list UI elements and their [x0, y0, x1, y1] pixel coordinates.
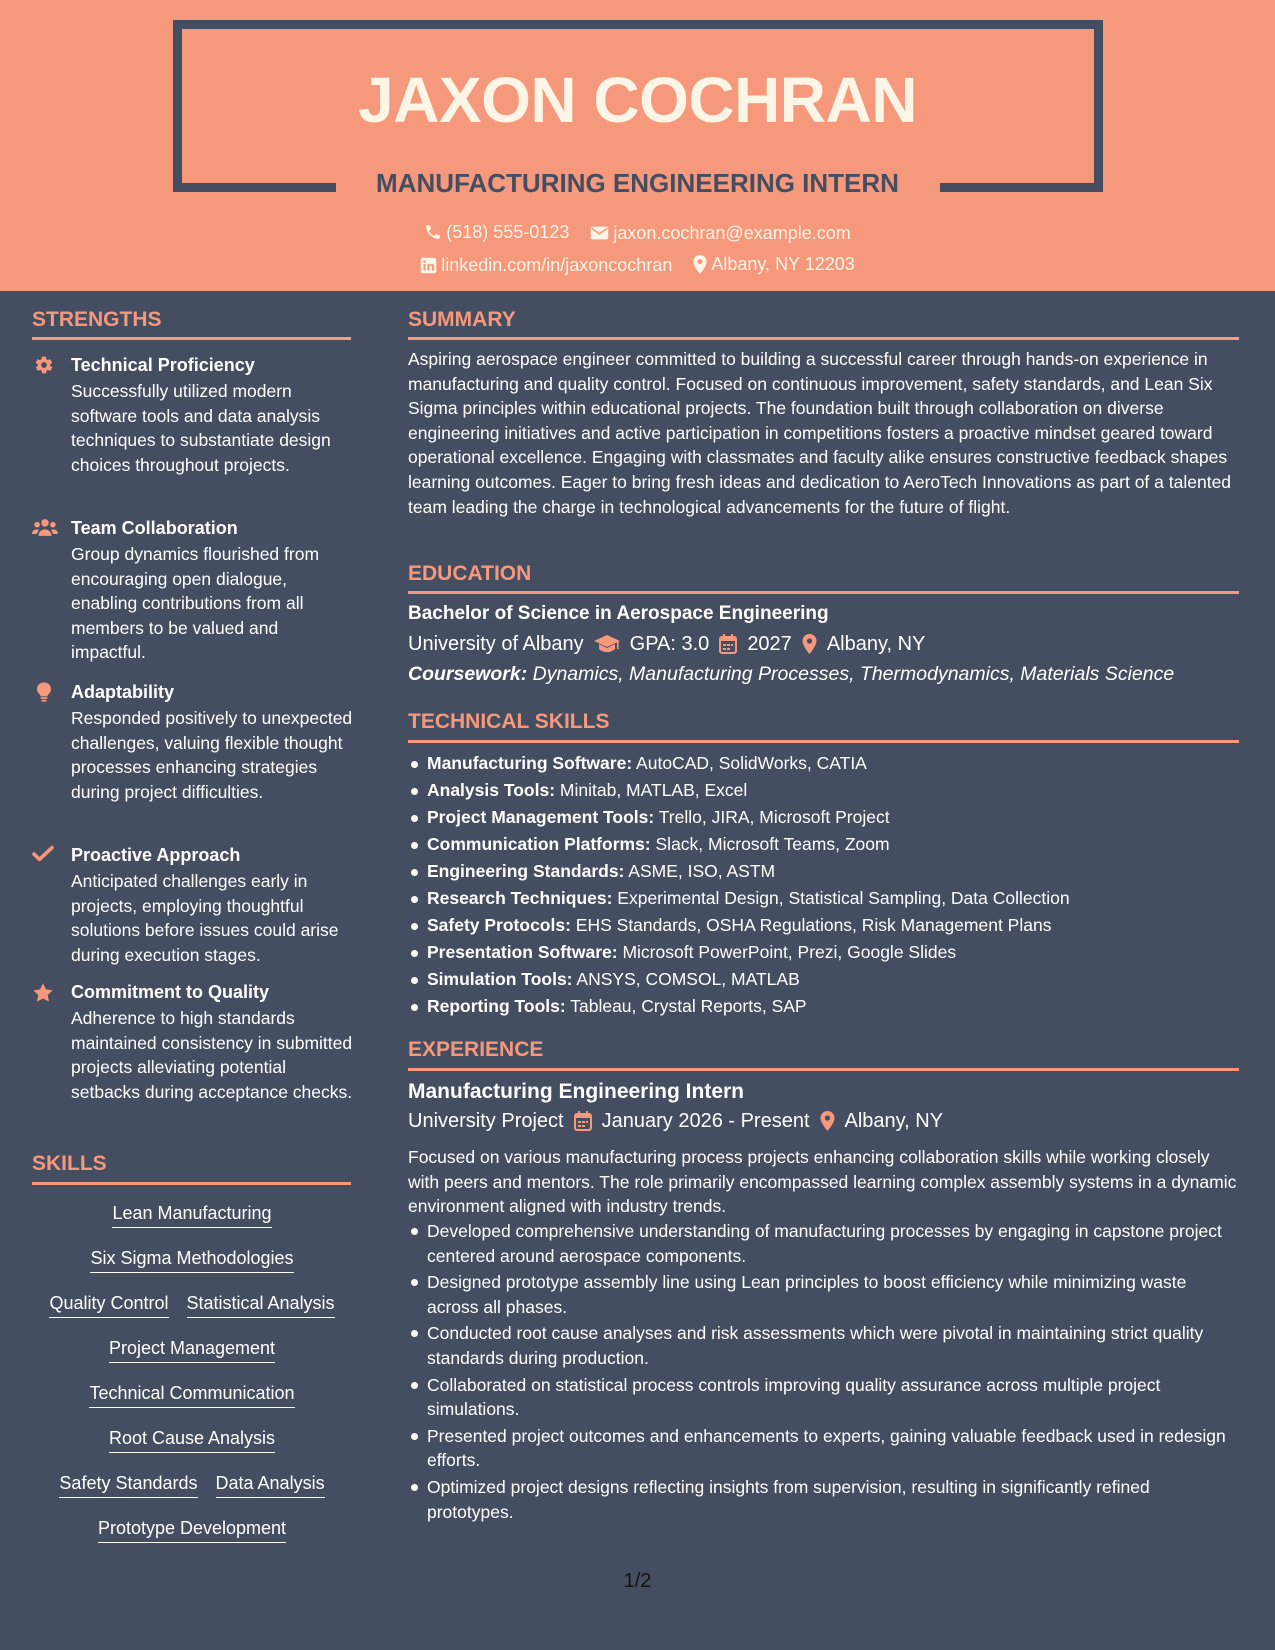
- contact-phone[interactable]: [424, 220, 569, 244]
- skill-category: Safety Protocols:: [427, 915, 571, 935]
- list-item: Presented project outcomes and enhancements to experts, gaining valuable feedback used in redesign efforts.: [408, 1424, 1240, 1473]
- list-item: [408, 777, 1240, 804]
- contact-row-2: [0, 252, 1275, 280]
- map-pin-icon: [802, 634, 817, 654]
- education-rule: [408, 591, 1239, 594]
- skill-tag: Prototype Development: [98, 1515, 286, 1543]
- strengths-heading: STRENGTHS: [32, 308, 162, 331]
- skill-row: [32, 1245, 352, 1290]
- skill-values: Slack, Microsoft Teams, Zoom: [650, 834, 890, 854]
- education-year: 2027: [747, 633, 792, 655]
- skill-values: AutoCAD, SolidWorks, CATIA: [632, 753, 867, 773]
- experience-heading: EXPERIENCE: [408, 1038, 544, 1061]
- education-heading: EDUCATION: [408, 562, 532, 585]
- strengths-rule: [32, 337, 351, 340]
- skill-tag: Six Sigma Methodologies: [90, 1245, 293, 1273]
- strength-desc: Adherence to high standards maintained consistency in submitted projects alleviating potential setbacks during acceptance checks.: [71, 1008, 353, 1102]
- list-item: Collaborated on statistical process controls improving quality assurance across multiple project simulations.: [408, 1373, 1240, 1422]
- technical-skills-rule: [408, 740, 1239, 743]
- list-item: [408, 912, 1240, 939]
- skill-tag: Lean Manufacturing: [112, 1200, 271, 1228]
- skill-tag: Data Analysis: [216, 1470, 325, 1498]
- check-icon: [32, 845, 54, 863]
- contact-linkedin[interactable]: [420, 253, 672, 277]
- list-item: [408, 858, 1240, 885]
- skill-values: Microsoft PowerPoint, Prezi, Google Slides: [617, 942, 957, 962]
- strength-desc: Anticipated challenges early in projects, employing thoughtful solutions before issues could arise during execution stages.: [71, 871, 339, 965]
- list-item: [408, 750, 1240, 777]
- experience-meta: [408, 1107, 943, 1135]
- education-degree: Bachelor of Science in Aerospace Engineering: [408, 603, 829, 624]
- experience-description: Focused on various manufacturing process projects enhancing collaboration skills while working closely with peers and mentors. The role primarily encompassed learning complex assembly systems in a dynamic environment aligned with industry trends.: [408, 1147, 1237, 1217]
- page-number: 1/2: [623, 1570, 652, 1592]
- summary-text: Aspiring aerospace engineer committed to building a successful career through hands-on experience in manufacturing and quality control. Focused on continuous improvement, safety standards, and Lean Six Sigma principles within educational projects. The foundation built through collaboration on diverse engineering initiatives and active participation in competitions fosters a proactive mindset geared toward operational excellence. Engaging with classmates and faculty alike ensures constructive feedback shapes learning outcomes. Eager to bring fresh ideas and dedication to AeroTech Innovations as part of a talented team leading the charge in technological advancements for the future of flight.: [408, 349, 1232, 517]
- phone-text: (518) 555-0123: [446, 222, 570, 242]
- list-item: [408, 804, 1240, 831]
- list-item: Conducted root cause analyses and risk assessments which were pivotal in maintaining strict quality standards during production.: [408, 1321, 1240, 1370]
- strength-desc: Responded positively to unexpected challenges, valuing flexible thought processes enhancing strategies during project difficulties.: [71, 708, 353, 802]
- strength-title: Adaptability: [71, 682, 175, 702]
- education-meta: [408, 630, 925, 658]
- lightbulb-icon: [37, 682, 51, 702]
- strength-desc: Group dynamics flourished from encouraging open dialogue, enabling contributions from all members to be valued and impactful.: [71, 544, 320, 663]
- skills-list: [32, 1200, 352, 1560]
- experience-bullets: [408, 1219, 1240, 1526]
- calendar-icon: [719, 634, 737, 654]
- list-item: Designed prototype assembly line using Lean principles to boost efficiency while minimizing waste across all phases.: [408, 1270, 1240, 1319]
- strength-title: Technical Proficiency: [71, 355, 255, 375]
- email-text: jaxon.cochran@example.com: [613, 223, 851, 243]
- skills-rule: [32, 1182, 351, 1185]
- skill-row: [32, 1515, 352, 1560]
- skill-category: Presentation Software:: [427, 942, 618, 962]
- skill-row: [32, 1290, 352, 1335]
- skill-category: Communication Platforms:: [427, 834, 651, 854]
- list-item: [408, 885, 1240, 912]
- strength-desc: Successfully utilized modern software tools and data analysis techniques to substantiate design choices throughout projects.: [71, 381, 331, 475]
- calendar-icon: [574, 1111, 592, 1131]
- skill-values: ASME, ISO, ASTM: [624, 861, 776, 881]
- map-pin-icon: [820, 1111, 835, 1131]
- list-item: [408, 831, 1240, 858]
- graduation-cap-icon: [594, 635, 620, 653]
- linkedin-text: linkedin.com/in/jaxoncochran: [441, 255, 673, 275]
- education-gpa: GPA: 3.0: [629, 633, 710, 655]
- skill-row: [32, 1335, 352, 1380]
- linkedin-icon: [420, 257, 437, 274]
- technical-skills-heading: TECHNICAL SKILLS: [408, 710, 610, 733]
- star-icon: [32, 982, 54, 1004]
- contact-location: [693, 252, 854, 276]
- experience-rule: [408, 1068, 1239, 1071]
- skill-values: Tableau, Crystal Reports, SAP: [565, 996, 807, 1016]
- strength-title: Proactive Approach: [71, 845, 241, 865]
- list-item: Developed comprehensive understanding of manufacturing processes by engaging in capstone project centered around aerospace components.: [408, 1219, 1240, 1268]
- technical-skills-list: [408, 750, 1240, 1020]
- skill-category: Project Management Tools:: [427, 807, 655, 827]
- skill-row: [32, 1470, 352, 1515]
- experience-location: Albany, NY: [844, 1110, 944, 1132]
- users-icon: [32, 518, 58, 537]
- skill-tag: Safety Standards: [59, 1470, 197, 1498]
- resume-header: [0, 0, 1275, 291]
- skill-values: EHS Standards, OSHA Regulations, Risk Management Plans: [570, 915, 1052, 935]
- skill-tag: Project Management: [109, 1335, 275, 1363]
- gear-icon: [34, 355, 54, 375]
- skill-values: Experimental Design, Statistical Sampling, Data Collection: [612, 888, 1070, 908]
- location-text: Albany, NY 12203: [711, 254, 855, 274]
- list-item: [408, 966, 1240, 993]
- phone-icon: [424, 223, 442, 241]
- skill-category: Reporting Tools:: [427, 996, 566, 1016]
- skills-heading: SKILLS: [32, 1152, 107, 1175]
- skill-category: Research Techniques:: [427, 888, 613, 908]
- experience-dates: January 2026 - Present: [601, 1110, 810, 1132]
- coursework-list: Dynamics, Manufacturing Processes, Thermodynamics, Materials Science: [527, 663, 1175, 685]
- skill-tag: Statistical Analysis: [187, 1290, 335, 1318]
- candidate-role: MANUFACTURING ENGINEERING INTERN: [376, 168, 899, 198]
- header-frame-top: [173, 20, 1103, 29]
- experience-org: University Project: [408, 1110, 564, 1132]
- candidate-name: JAXON COCHRAN: [358, 64, 917, 136]
- skill-row: [32, 1380, 352, 1425]
- strength-title: Team Collaboration: [71, 518, 238, 538]
- skill-row: [32, 1425, 352, 1470]
- list-item: [408, 939, 1240, 966]
- summary-heading: SUMMARY: [408, 308, 516, 331]
- strength-title: Commitment to Quality: [71, 982, 270, 1002]
- summary-rule: [408, 337, 1239, 340]
- map-pin-icon: [693, 255, 707, 274]
- skill-category: Manufacturing Software:: [427, 753, 633, 773]
- coursework-label: Coursework:: [408, 663, 528, 685]
- contact-email[interactable]: [590, 221, 850, 245]
- skill-row: [32, 1200, 352, 1245]
- skill-tag: Quality Control: [49, 1290, 168, 1318]
- education-location: Albany, NY: [826, 633, 926, 655]
- skill-values: Minitab, MATLAB, Excel: [555, 780, 748, 800]
- envelope-icon: [590, 225, 609, 241]
- education-school: University of Albany: [408, 633, 584, 655]
- skill-values: Trello, JIRA, Microsoft Project: [654, 807, 890, 827]
- skill-tag: Root Cause Analysis: [109, 1425, 275, 1453]
- skill-category: Simulation Tools:: [427, 969, 573, 989]
- contact-row-1: [0, 220, 1275, 247]
- experience-job-title: Manufacturing Engineering Intern: [408, 1080, 745, 1103]
- skill-category: Engineering Standards:: [427, 861, 625, 881]
- skill-values: ANSYS, COMSOL, MATLAB: [572, 969, 800, 989]
- education-coursework: [408, 660, 1174, 688]
- list-item: Optimized project designs reflecting insights from supervision, resulting in significantly refined prototypes.: [408, 1475, 1240, 1524]
- list-item: [408, 993, 1240, 1020]
- skill-tag: Technical Communication: [89, 1380, 294, 1408]
- skill-category: Analysis Tools:: [427, 780, 556, 800]
